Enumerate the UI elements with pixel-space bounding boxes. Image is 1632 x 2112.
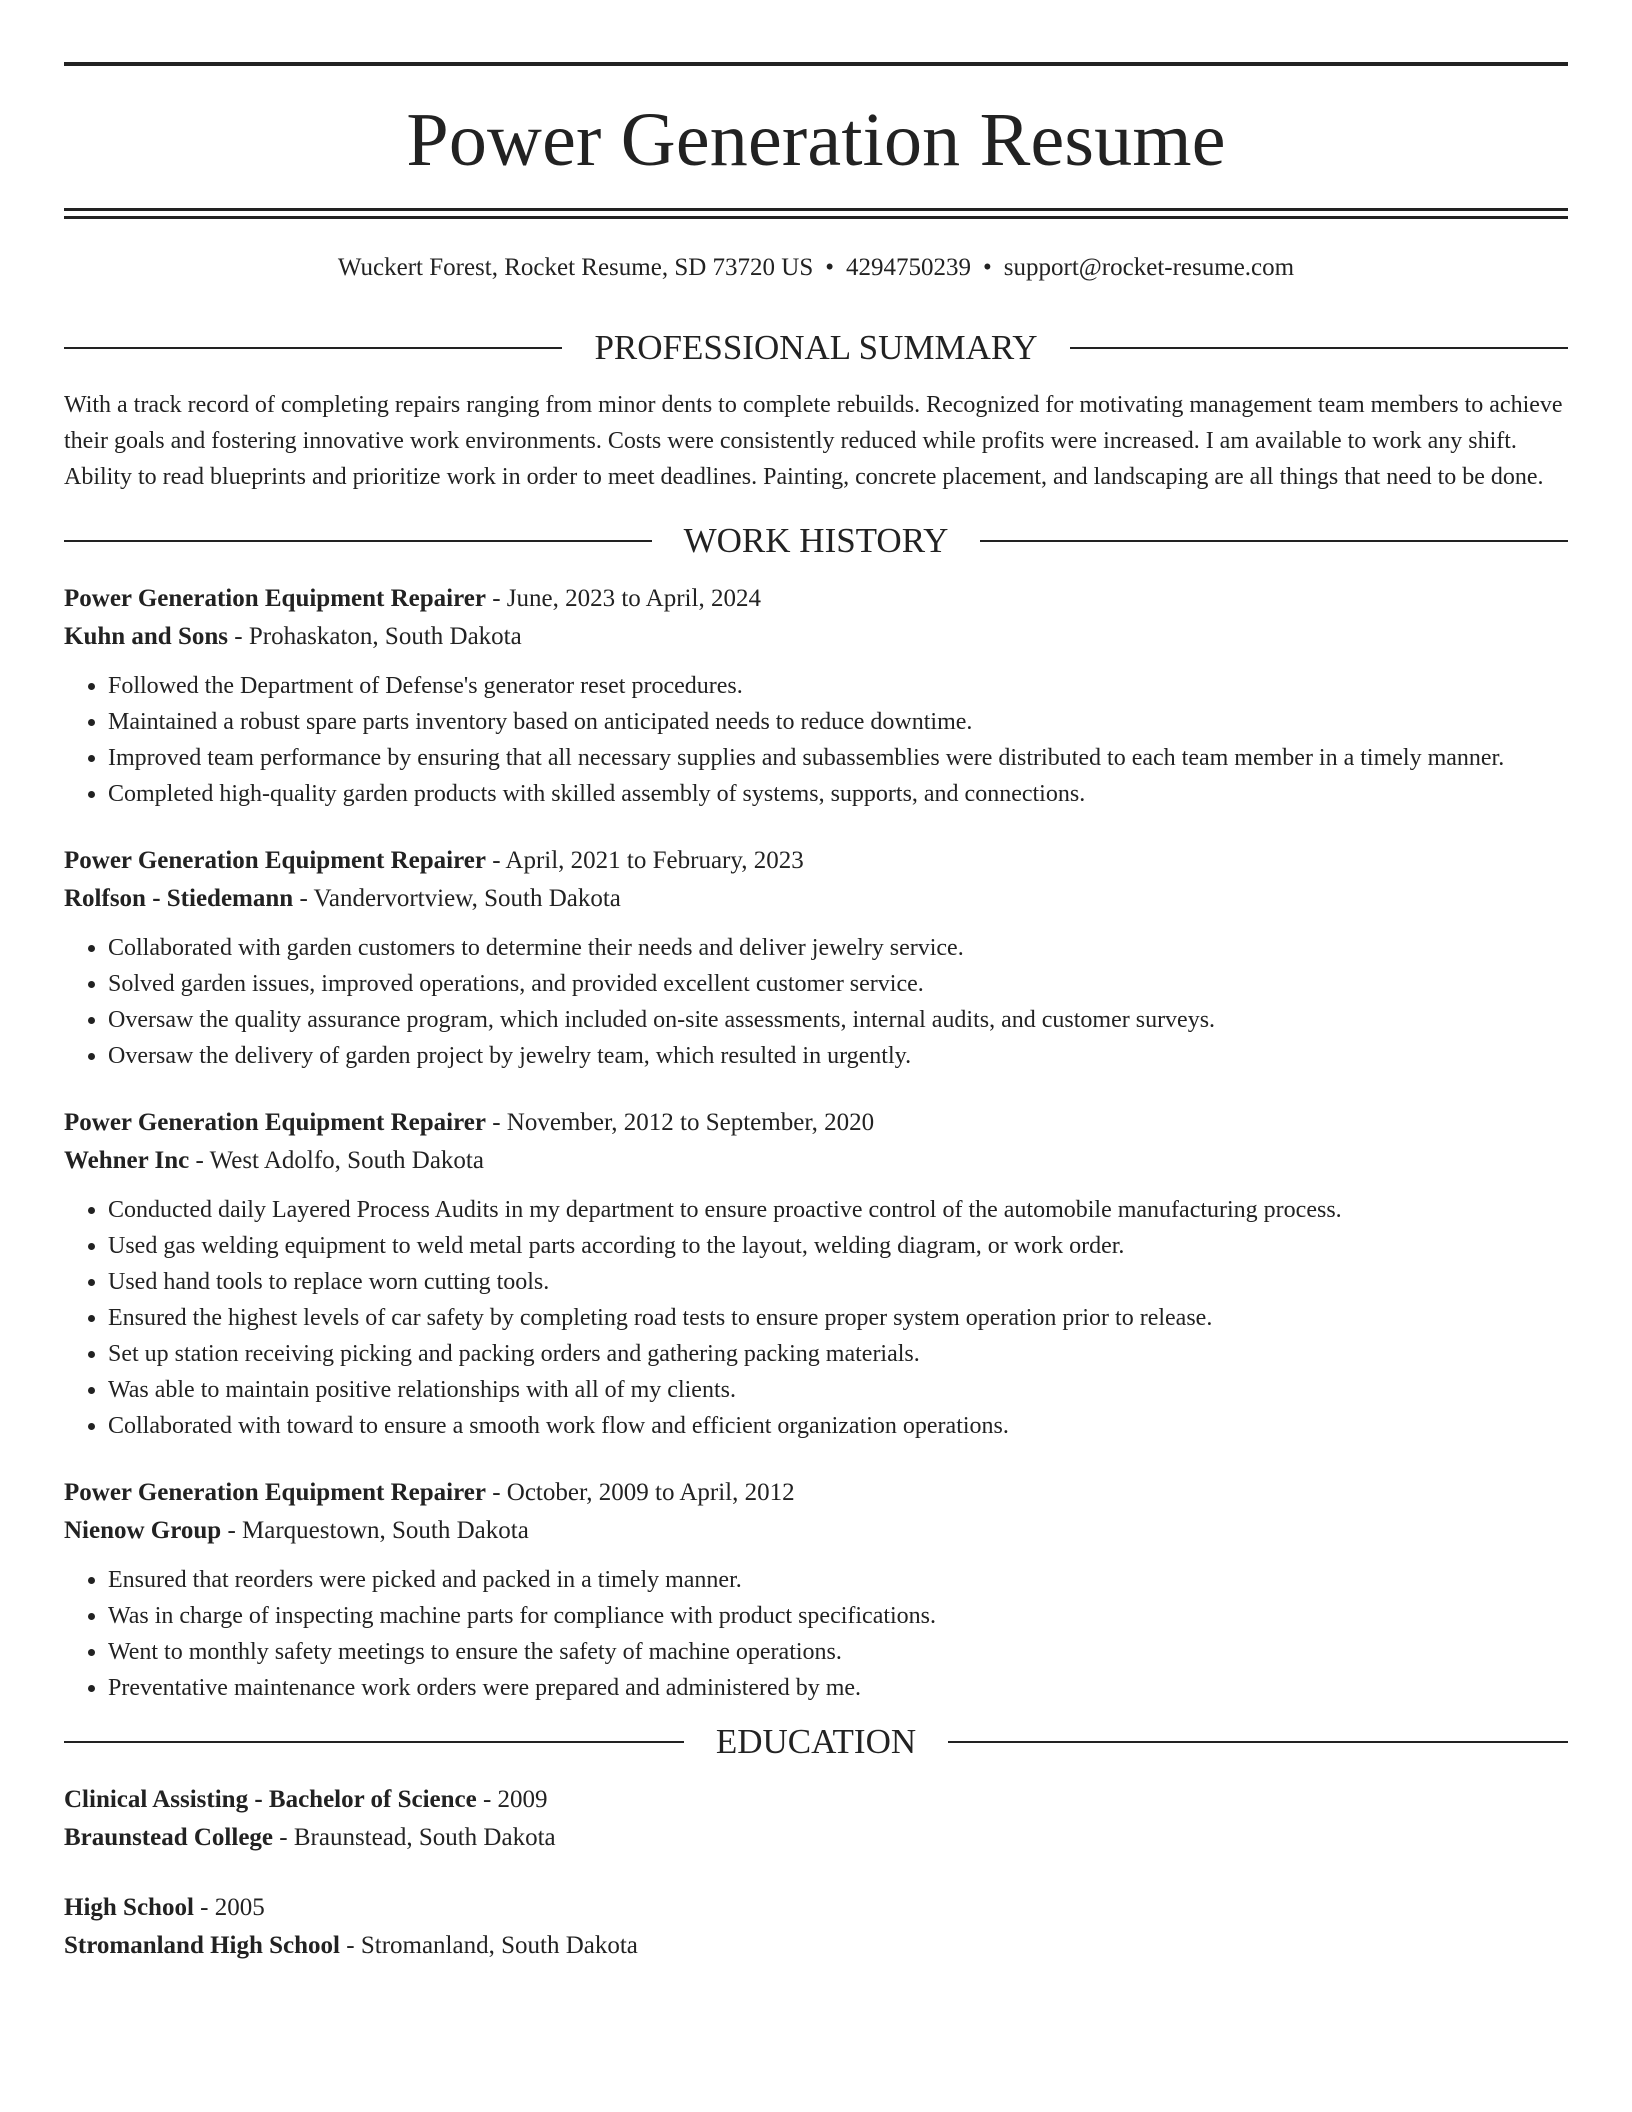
- job-title-line: [64, 1474, 1568, 1512]
- education-school: Braunstead College: [64, 1824, 274, 1851]
- work-history-heading-label: WORK HISTORY: [683, 521, 949, 560]
- page-title: Power Generation Resume: [406, 98, 1226, 182]
- job-dates: - June, 2023 to April, 2024: [485, 585, 761, 612]
- job-bullet: • Used gas welding equipment to weld metal parts according to the layout, welding diagram, or work order.: [108, 1228, 1568, 1264]
- education-school-line: [64, 1819, 1568, 1857]
- work-history-heading: [64, 523, 1568, 558]
- job-dates: - April, 2021 to February, 2023: [485, 847, 804, 874]
- job-entry: [64, 1474, 1568, 1706]
- job-bullet: • Used hand tools to replace worn cutting tools.: [108, 1264, 1568, 1300]
- education-year: - 2009: [476, 1786, 548, 1813]
- heading-rule-left: [64, 347, 562, 349]
- job-title: Power Generation Equipment Repairer: [64, 847, 486, 874]
- education-year: - 2005: [193, 1894, 265, 1921]
- heading-rule-left: [64, 1741, 684, 1743]
- job-company-line: [64, 1142, 1568, 1180]
- job-title: Power Generation Equipment Repairer: [64, 1479, 486, 1506]
- job-bullet: • Conducted daily Layered Process Audits in my department to ensure proactive control of the automobile manufacturing process.: [108, 1192, 1568, 1228]
- education-entry: [64, 1781, 1568, 1857]
- job-title-line: [64, 1104, 1568, 1142]
- top-rule: [64, 62, 1568, 66]
- contact-email: support@rocket-resume.com: [1003, 254, 1295, 281]
- job-bullet: • Oversaw the delivery of garden project by jewelry team, which resulted in urgently.: [108, 1038, 1568, 1074]
- heading-rule-right: [948, 1741, 1568, 1743]
- education-heading: [64, 1724, 1568, 1759]
- job-title: Power Generation Equipment Repairer: [64, 1109, 486, 1136]
- job-company: Kuhn and Sons: [64, 623, 229, 650]
- job-company-line: [64, 880, 1568, 918]
- job-company: Wehner Inc: [64, 1147, 190, 1174]
- job-bullet: • Set up station receiving picking and packing orders and gathering packing materials.: [108, 1336, 1568, 1372]
- contact-phone: 4294750239: [846, 254, 972, 281]
- contact-address: Wuckert Forest, Rocket Resume, SD 73720 US: [337, 254, 814, 281]
- job-bullet: • Preventative maintenance work orders were prepared and administered by me.: [108, 1670, 1568, 1706]
- education-entry: [64, 1889, 1568, 1965]
- education-location: - Braunstead, South Dakota: [273, 1824, 556, 1851]
- job-bullet: • Collaborated with toward to ensure a smooth work flow and efficient organization operations.: [108, 1408, 1568, 1444]
- job-bullet: • Completed high-quality garden products with skilled assembly of systems, supports, and connections.: [108, 776, 1568, 812]
- job-location: - Vandervortview, South Dakota: [293, 885, 621, 912]
- contact-separator: •: [983, 254, 992, 281]
- summary-text: With a track record of completing repairs ranging from minor dents to complete rebuilds. Recognized for motivating management team members to achieve their goals and fostering innovative work environments. Costs were consistently reduced while profits were increased. I am available to work any shift. Ability to read blueprints and prioritize work in order to meet deadlines. Painting, concrete placement, and landscaping are all things that need to be done.: [64, 392, 1563, 490]
- job-bullet: • Was able to maintain positive relationships with all of my clients.: [108, 1372, 1568, 1408]
- education-degree-line: [64, 1781, 1568, 1819]
- job-title-line: [64, 580, 1568, 618]
- education-degree: Clinical Assisting - Bachelor of Science: [64, 1786, 477, 1813]
- job-entry: [64, 842, 1568, 1074]
- job-dates: - November, 2012 to September, 2020: [485, 1109, 875, 1136]
- education-location: - Stromanland, South Dakota: [340, 1932, 638, 1959]
- job-bullets: [64, 1562, 1568, 1706]
- job-location: - West Adolfo, South Dakota: [189, 1147, 484, 1174]
- education-heading-label: EDUCATION: [715, 1722, 917, 1761]
- job-bullet: • Maintained a robust spare parts inventory based on anticipated needs to reduce downtime.: [108, 704, 1568, 740]
- job-bullet: • Ensured that reorders were picked and packed in a timely manner.: [108, 1562, 1568, 1598]
- job-company: Rolfson - Stiedemann: [64, 885, 294, 912]
- job-bullet: • Solved garden issues, improved operations, and provided excellent customer service.: [108, 966, 1568, 1002]
- education-school: Stromanland High School: [64, 1932, 341, 1959]
- job-bullets: [64, 1192, 1568, 1444]
- heading-rule-right: [980, 540, 1568, 542]
- job-bullet: • Ensured the highest levels of car safety by completing road tests to ensure proper system operation prior to release.: [108, 1300, 1568, 1336]
- job-company-line: [64, 1512, 1568, 1550]
- title-double-rule: [64, 208, 1568, 219]
- job-bullet: • Was in charge of inspecting machine parts for compliance with product specifications.: [108, 1598, 1568, 1634]
- job-bullet: • Went to monthly safety meetings to ensure the safety of machine operations.: [108, 1634, 1568, 1670]
- job-bullet: • Oversaw the quality assurance program, which included on-site assessments, internal audits, and customer surveys.: [108, 1002, 1568, 1038]
- contact-line: [64, 255, 1568, 280]
- job-bullet: • Followed the Department of Defense's generator reset procedures.: [108, 668, 1568, 704]
- job-bullet: • Collaborated with garden customers to determine their needs and deliver jewelry service.: [108, 930, 1568, 966]
- education-degree-line: [64, 1889, 1568, 1927]
- job-bullets: [64, 668, 1568, 812]
- job-entry: [64, 580, 1568, 812]
- summary-heading-label: PROFESSIONAL SUMMARY: [594, 328, 1038, 367]
- job-bullet: • Improved team performance by ensuring that all necessary supplies and subassemblies were distributed to each team member in a timely manner.: [108, 740, 1568, 776]
- job-title: Power Generation Equipment Repairer: [64, 585, 486, 612]
- education-school-line: [64, 1927, 1568, 1965]
- job-title-line: [64, 842, 1568, 880]
- education-degree: High School: [64, 1894, 194, 1921]
- job-company: Nienow Group: [64, 1517, 222, 1544]
- job-company-line: [64, 618, 1568, 656]
- contact-separator: •: [825, 254, 835, 281]
- summary-heading: [64, 330, 1568, 365]
- job-location: - Prohaskaton, South Dakota: [228, 623, 522, 650]
- heading-rule-left: [64, 540, 652, 542]
- job-entry: [64, 1104, 1568, 1444]
- job-bullets: [64, 930, 1568, 1074]
- job-location: - Marquestown, South Dakota: [221, 1517, 529, 1544]
- job-dates: - October, 2009 to April, 2012: [485, 1479, 795, 1506]
- heading-rule-right: [1070, 347, 1568, 349]
